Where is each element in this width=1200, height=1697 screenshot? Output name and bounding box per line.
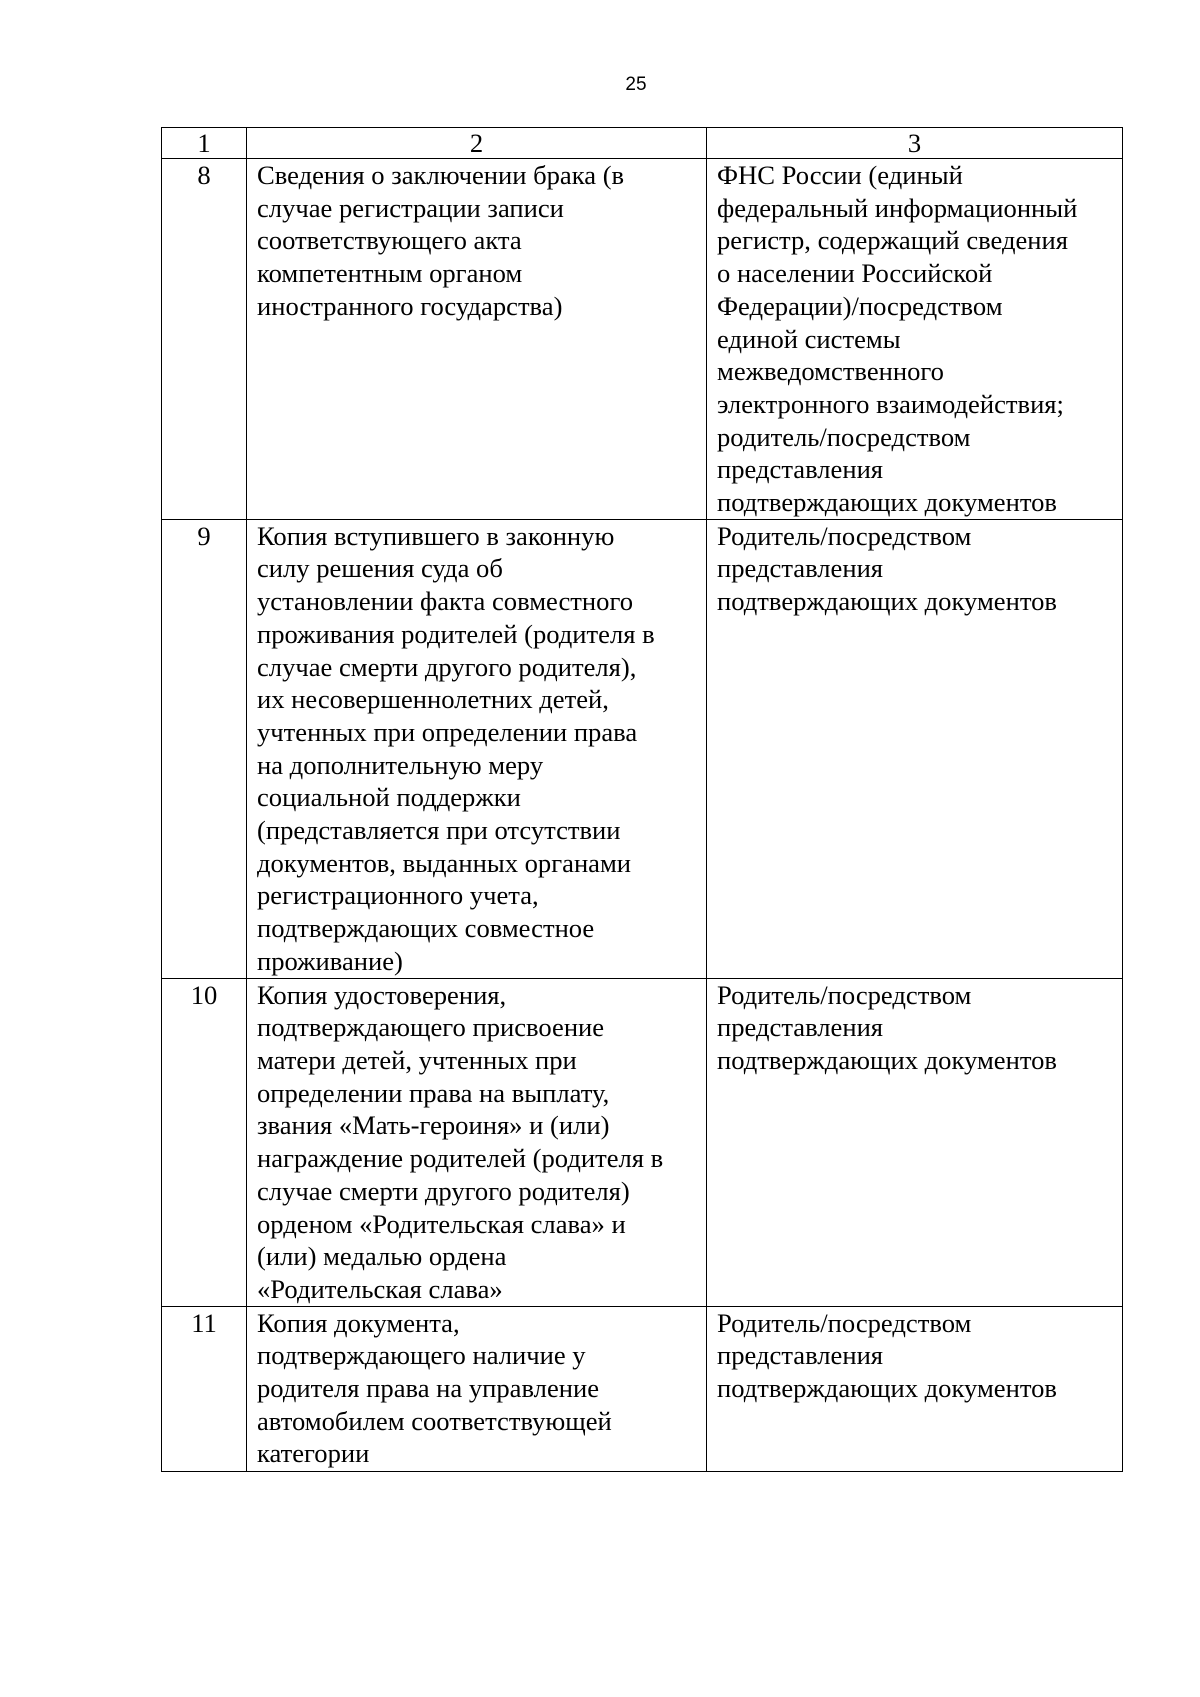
source-cell: Родитель/посредством представления подтверждающих документов <box>707 1306 1123 1471</box>
row-number: 10 <box>162 978 247 1306</box>
document-cell: Копия документа, подтверждающего наличие у родителя права на управление автомобилем соответствующей категории <box>247 1306 707 1471</box>
row-number: 9 <box>162 519 247 978</box>
column-header-1: 1 <box>162 128 247 159</box>
source-cell: Родитель/посредством представления подтверждающих документов <box>707 978 1123 1306</box>
source-cell: Родитель/посредством представления подтверждающих документов <box>707 519 1123 978</box>
table-row <box>162 978 1123 1306</box>
row-number: 11 <box>162 1306 247 1471</box>
table-header-row <box>162 128 1123 159</box>
page-number: 25 <box>625 74 647 95</box>
documents-table <box>161 127 1123 1472</box>
column-header-3: 3 <box>707 128 1123 159</box>
table-row <box>162 159 1123 520</box>
row-number: 8 <box>162 159 247 520</box>
table-row <box>162 1306 1123 1471</box>
document-cell: Копия вступившего в законную силу решения суда об установлении факта совместного проживания родителей (родителя в случае смерти другого родителя), их несовершеннолетних детей, учтенных при определении права на дополнительную меру социальной поддержки (представляется при отсутствии документов, выданных органами регистрационного учета, подтверждающих совместное проживание) <box>247 519 707 978</box>
column-header-2: 2 <box>247 128 707 159</box>
document-cell: Копия удостоверения, подтверждающего присвоение матери детей, учтенных при определении права на выплату, звания «Мать-героиня» и (или) награждение родителей (родителя в случае смерти другого родителя) орденом «Родительская слава» и (или) медалью ордена «Родительская слава» <box>247 978 707 1306</box>
document-cell: Сведения о заключении брака (в случае регистрации записи соответствующего акта компетентным органом иностранного государства) <box>247 159 707 520</box>
source-cell: ФНС России (единый федеральный информационный регистр, содержащий сведения о населении Российской Федерации)/посредством единой системы межведомственного электронного взаимодействия; родитель/посредством представления подтверждающих документов <box>707 159 1123 520</box>
table-row <box>162 519 1123 978</box>
